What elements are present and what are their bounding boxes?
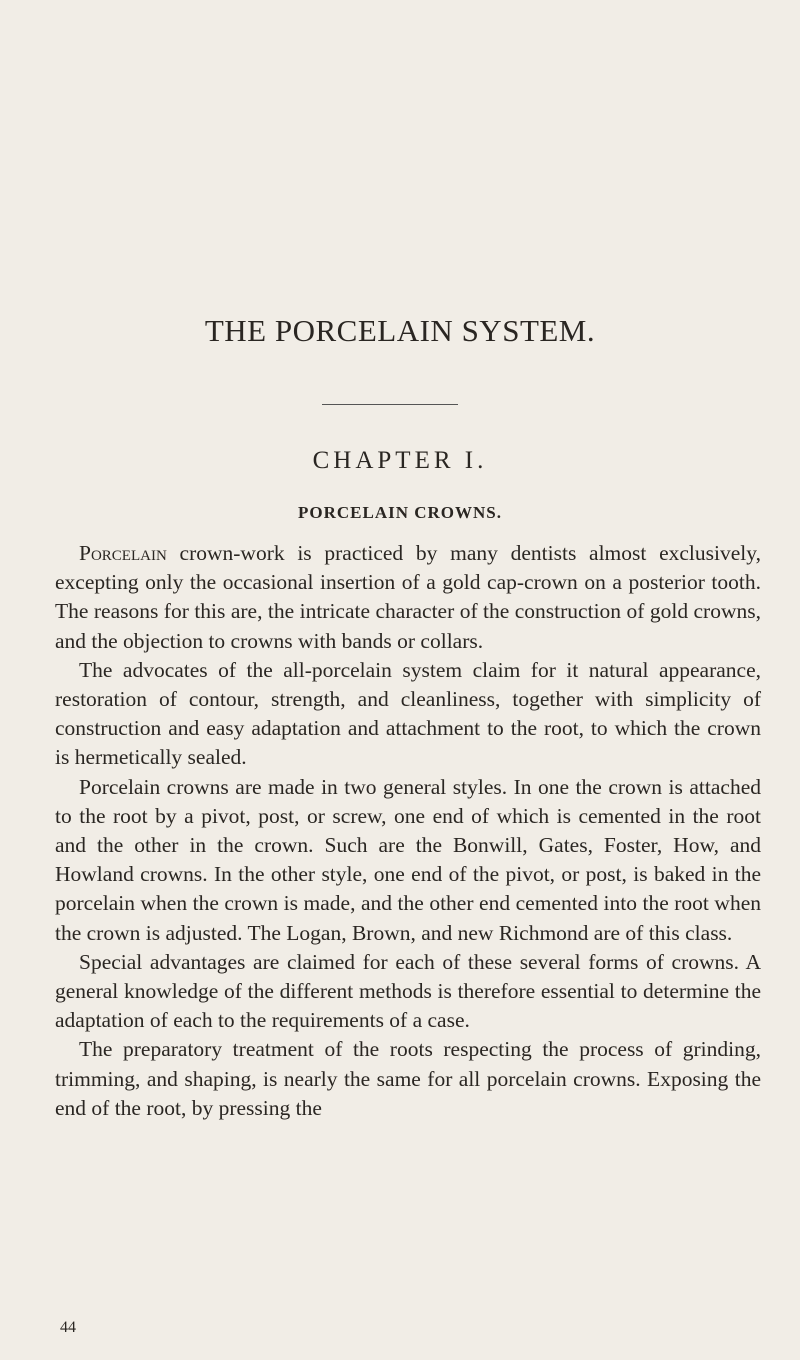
paragraph	[55, 1035, 761, 1123]
paragraph	[55, 773, 761, 948]
paragraph	[55, 539, 761, 656]
paragraph-text: Porcelain crowns are made in two general styles. In one the crown is attached to the root by a pivot, post, or screw, one end of which is cemented in the root and the other in the crown. Such are the Bonwill, Gates, Foster, How, and Howland crowns. In the other style, one end of the pivot, or post, is baked in the porcelain when the crown is made, and the other end cemented into the root when the crown is adjusted. The Logan, Brown, and new Richmond are of this class.	[55, 774, 761, 945]
section-heading: PORCELAIN CROWNS.	[297, 503, 503, 522]
paragraph-text: The advocates of the all-porcelain system claim for it natural appearance, restoration of contour, strength, and cleanliness, together with simplicity of construction and easy adaptation and attachment to the root, to which the crown is hermetically sealed.	[55, 657, 761, 770]
paragraph	[55, 656, 761, 773]
paragraph-lead-word: Porcelain	[79, 541, 167, 565]
paragraph-text: The preparatory treatment of the roots respecting the process of grinding, trimming, and shaping, is nearly the same for all porcelain crowns. Exposing the end of the root, by pressing the	[55, 1037, 761, 1120]
title-divider-rule	[322, 404, 458, 405]
paragraph-text: Special advantages are claimed for each of these several forms of crowns. A general knowledge of the different methods is therefore essential to determine the adaptation of each to the requirements of a case.	[55, 949, 761, 1033]
page-title: THE PORCELAIN SYSTEM.	[204, 313, 596, 348]
body-text	[55, 539, 761, 1123]
page-number: 44	[60, 1319, 76, 1336]
chapter-heading: CHAPTER I.	[312, 447, 488, 474]
paragraph	[55, 948, 761, 1036]
paragraph-text: crown-work is practiced by many dentists almost exclusively, excepting only the occasional insertion of a gold cap-crown on a posterior tooth. The reasons for this are, the intricate character of the construction of gold crowns, and the objection to crowns with bands or collars.	[55, 541, 761, 653]
